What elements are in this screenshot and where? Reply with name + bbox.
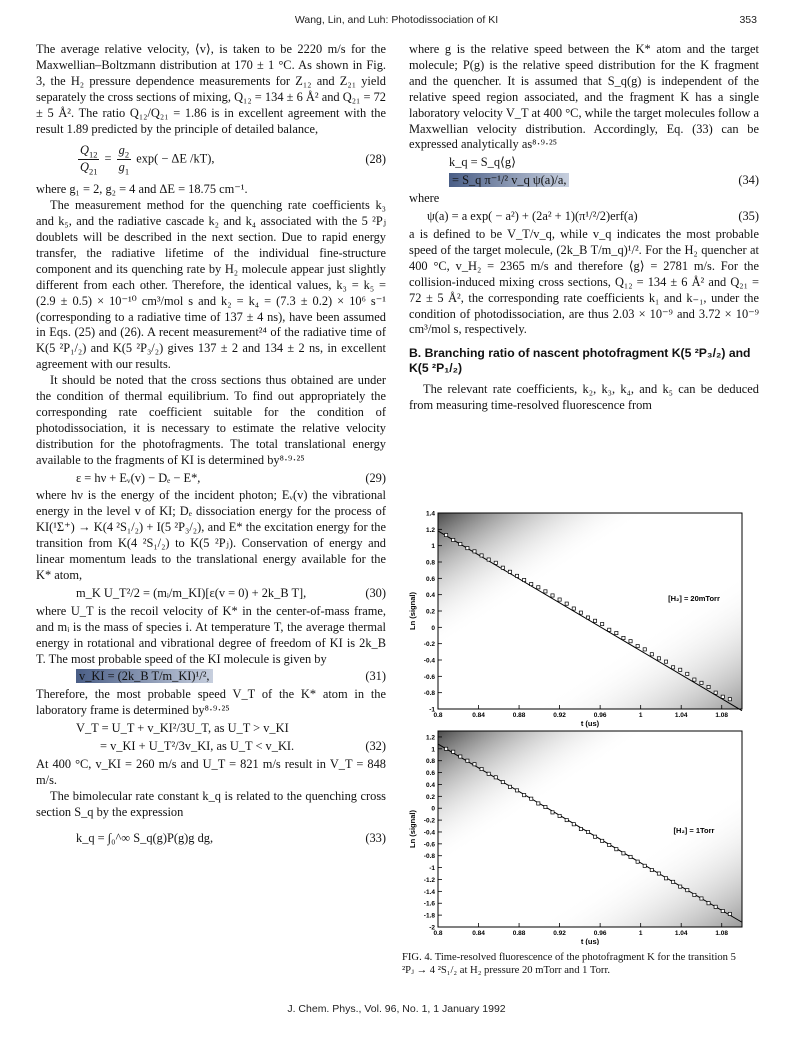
y-tick-label: 1.2 [425, 526, 435, 534]
x-tick-label: 1.08 [715, 930, 729, 937]
paragraph: where hν is the energy of the incident photon; Eᵥ(v) the vibrational energy in the level v of KI; Dₑ dissociation energy for the process of KI(¹Σ⁺) → K(4 ²S₁/₂) + I(5 ²P₃/₂), and E* the excitation energy for the transition from K(4 ²S₁/₂) to K(5 ²Pⱼ). Conservation of energy and linear momentum leads to the translational energy available for the K* atom, [36, 488, 386, 582]
equation-35 [409, 209, 759, 225]
y-tick-label: -0.4 [423, 657, 435, 665]
page-number: 353 [739, 14, 757, 26]
equation-29 [36, 471, 386, 487]
data-point [707, 902, 710, 905]
data-point [650, 868, 653, 871]
x-tick-label: 1 [638, 930, 643, 937]
equation-32a [36, 721, 386, 737]
data-point [721, 695, 724, 698]
paragraph: Therefore, the most probable speed V_T of the K* atom in the laboratory frame is determined by⁸·⁹·²⁵ [36, 687, 386, 718]
data-point [537, 586, 540, 589]
data-point [445, 533, 448, 536]
y-tick-label: 0.4 [425, 592, 435, 600]
data-point [565, 818, 568, 821]
x-tick-label: 1 [638, 712, 643, 719]
y-tick-label: 1.4 [425, 510, 435, 518]
data-point [565, 602, 568, 605]
data-point [530, 797, 533, 800]
equation-body: k_q = ∫₀^∞ S_q(g)P(g)g dg, [76, 830, 214, 845]
data-point [693, 893, 696, 896]
data-point [480, 554, 483, 557]
paragraph: The bimolecular rate constant k_q is related to the quenching cross section S_q by the expression [36, 788, 386, 819]
data-point [608, 628, 611, 631]
data-point [643, 864, 646, 867]
data-point [643, 648, 646, 651]
data-point [586, 830, 589, 833]
x-tick-label: 0.84 [472, 930, 485, 937]
y-tick-label: 1.2 [425, 734, 435, 742]
section-heading: B. Branching ratio of nascent photofragment K(5 ²P₃/₂) and K(5 ²P₁/₂) [409, 346, 751, 376]
data-point [601, 839, 604, 842]
equation-33 [36, 831, 386, 847]
y-tick-label: 1 [431, 746, 435, 754]
data-point [558, 814, 561, 817]
paragraph: The average relative velocity, ⟨v⟩, is taken to be 2220 m/s for the Maxwellian–Boltzmann distribution at 170 ± 1 °C. As shown in Fig. 3, the H₂ pressure dependence measurements for Z₁₂ and Z₂₁ yield separately the cross sections of mixing, Q₁₂ = 134 ± 6 Å² and Q₂₁ = 72 ± 5 Å². The ratio Q₁₂/Q₂₁ = 1.86 is in excellent agreement with the result 1.89 predicted by the principle of detailed balance, [36, 42, 386, 136]
y-tick-label: -2 [429, 924, 435, 932]
data-point [523, 794, 526, 797]
data-point [544, 590, 547, 593]
data-point [487, 772, 490, 775]
equation-body: = v_KI + U_T²/3v_KI, as U_T < v_KI. [100, 739, 295, 754]
data-point [459, 542, 462, 545]
equation-31 [36, 669, 386, 685]
data-point [707, 685, 710, 688]
y-tick-label: 0.6 [425, 770, 435, 778]
equation-34b [409, 173, 759, 189]
equation-number: (32) [365, 739, 386, 754]
data-point [473, 763, 476, 766]
paragraph: where g is the relative speed between the K* atom and the target molecule; P(g) is the relative speed distribution for the K fragment and the quencher. It is assumed that S_q(g) is independent of the relative speed region associated, and the fragment K has a single laboratory velocity V_T at 400 °C, while the target molecules follow a Maxwellian velocity distribution. Accordingly, Eq. (33) can be expressed analytically as⁸·⁹·²⁵ [409, 42, 759, 152]
data-point [579, 611, 582, 614]
running-title: Wang, Lin, and Luh: Photodissociation of KI [294, 14, 499, 26]
y-tick-label: -0.8 [423, 853, 435, 861]
data-point [537, 802, 540, 805]
data-point [671, 666, 674, 669]
y-tick-label: -1.4 [423, 888, 435, 896]
equation-body: v_KI = (2k_B T/m_KI)¹/², [76, 669, 213, 683]
equation-body: ε = hν + Eᵥ(v) − Dₑ − E*, [76, 470, 201, 485]
figure-plots [402, 505, 757, 945]
plot-background [438, 513, 742, 709]
data-point [593, 835, 596, 838]
y-tick-label: -0.2 [423, 641, 435, 649]
data-point [551, 811, 554, 814]
x-tick-label: 0.96 [593, 930, 607, 937]
data-point [579, 827, 582, 830]
data-point [636, 860, 639, 863]
data-point [452, 750, 455, 753]
paragraph: where U_T is the recoil velocity of K* in the center-of-mass frame, and mᵢ is the mass of species i. At temperature T, the average thermal energy in rotational and vibrational degree of freedom of KI is 2k_B T. The most probable speed of the KI molecule is given by [36, 603, 386, 666]
journal-footer: J. Chem. Phys., Vol. 96, No. 1, 1 January 1992 [287, 1003, 506, 1015]
paragraph: The measurement method for the quenching rate coefficients k₃ and k₅, and the radiative cascade k₂ and k₄ associated with the 5 ²Pⱼ doublets will be described in the next section. Due to rapid energy transfer, the radiative lifetime of the individual fine-structure component and its quenching rate by H₂ molecule appear just slightly different from each other. Therefore, the identical values, k₃ = k₅ = (2.9 ± 0.5) × 10⁻¹⁰ cm³/mol s and k₂ = k₄ = (7.3 ± 0.2) × 10⁶ s⁻¹ (corresponding to a radiative time of 137 ± 4 ns), have been assumed in Eqs. (25) and (26). A recent measurement²⁴ of the radiative time of K(5 ²P₁/₂) and K(5 ²P₃/₂) gives 137 ± 2 and 134 ± 2 ns, in excellent agreement with our results. [36, 198, 386, 372]
data-point [466, 547, 469, 550]
data-point [671, 880, 674, 883]
data-point [700, 681, 703, 684]
equation-body: k_q = S_q⟨g⟩ [449, 155, 516, 170]
equation-number: (33) [365, 830, 386, 845]
data-point [572, 607, 575, 610]
y-tick-label: 0.6 [425, 575, 435, 583]
left-column [36, 42, 386, 849]
data-point [530, 582, 533, 585]
equation-body: = S_q π⁻¹/² v_q ψ(a)/a, [449, 173, 569, 187]
data-point [523, 578, 526, 581]
y-tick-label: -1.2 [423, 876, 435, 884]
equation-number: (34) [738, 173, 759, 188]
x-tick-label: 0.92 [553, 930, 566, 937]
data-point [714, 905, 717, 908]
data-point [494, 776, 497, 779]
paragraph: a is defined to be V_T/v_q, while v_q indicates the most probable speed of the target molecule, (2k_B T/m_q)¹/². For the H₂ quencher at 400 °C, v_H₂ = 2365 m/s and therefore ⟨g⟩ = 2781 m/s. For the collision-induced mixing cross sections, Q₁₂ = 134 ± 6 Å² and Q₂₁ = 72 ± 5 Å², the corresponding rate coefficients k₁ and k₋₁, under the condition of photodissociation, are thus 2.03 × 10⁻⁹ and 3.72 × 10⁻⁹ cm³/mol s, respectively. [409, 226, 759, 337]
data-point [515, 574, 518, 577]
data-point [636, 645, 639, 648]
equation-28: $\frac{Q_{12}}{Q_{21}}$ = $\frac{g_2}{g_1}$ exp( − ΔE /kT), (28) [80, 143, 386, 177]
equation-body: m_K U_T²/2 = (mᵢ/m_KI)[ε(v = 0) + 2k_B T], [76, 585, 307, 600]
y-tick-label: -0.2 [423, 817, 435, 825]
data-point [544, 805, 547, 808]
x-tick-label: 0.88 [512, 712, 526, 719]
y-axis-label: Ln (signal) [408, 810, 417, 848]
data-point [452, 538, 455, 541]
x-axis-label: t (us) [580, 719, 600, 728]
paragraph: It should be noted that the cross sections thus obtained are under the condition of thermal equilibrium. To find out appropriately the corresponding rate coefficient suitable for the condition of photodissociation, it is necessary to estimate the relative velocity distribution for the photofragments. The total translational energy available to the fragments of KI is determined by⁸·⁹·²⁵ [36, 373, 386, 467]
x-tick-label: 0.8 [433, 712, 443, 719]
data-point [629, 640, 632, 643]
equation-number: (28) [365, 151, 386, 166]
data-point [608, 843, 611, 846]
data-point [593, 619, 596, 622]
data-point [508, 785, 511, 788]
data-point [501, 566, 504, 569]
data-point [515, 789, 518, 792]
data-point [622, 852, 625, 855]
data-point [657, 657, 660, 660]
pressure-annotation: [H₂] = 1Torr [673, 826, 715, 835]
data-point [664, 660, 667, 663]
y-axis-label: Ln (signal) [408, 592, 417, 630]
x-tick-label: 0.92 [553, 712, 566, 719]
plot-panel [408, 731, 742, 945]
data-point [494, 561, 497, 564]
data-point [508, 570, 511, 573]
y-tick-label: 0.8 [425, 559, 435, 567]
data-point [615, 631, 618, 634]
equation-number: (31) [365, 669, 386, 684]
y-tick-label: 0 [431, 805, 435, 813]
data-point [721, 909, 724, 912]
data-point [622, 636, 625, 639]
data-point [686, 672, 689, 675]
data-point [693, 678, 696, 681]
x-tick-label: 0.88 [512, 930, 526, 937]
data-point [558, 598, 561, 601]
y-tick-label: 0.2 [425, 793, 435, 801]
y-tick-label: 0.4 [425, 781, 435, 789]
data-point [714, 691, 717, 694]
x-tick-label: 0.8 [433, 930, 443, 937]
y-tick-label: -0.6 [423, 673, 435, 681]
equation-number: (35) [738, 209, 759, 224]
y-tick-label: -1 [429, 865, 435, 873]
data-point [657, 872, 660, 875]
plot-panel [408, 511, 742, 729]
figure-caption: FIG. 4. Time-resolved fluorescence of the photofragment K for the transition 5 ²Pⱼ → 4 ²S₁/₂ at H₂ pressure 20 mTorr and 1 Torr. [402, 952, 736, 976]
pressure-annotation: [H₂] = 20mTorr [668, 594, 720, 603]
data-point [664, 877, 667, 880]
figure-4 [402, 505, 757, 977]
paragraph: where [409, 191, 440, 206]
data-point [700, 897, 703, 900]
x-tick-label: 0.96 [593, 712, 607, 719]
y-tick-label: -1.8 [423, 912, 435, 920]
x-tick-label: 1.04 [674, 930, 688, 937]
equation-28-tail: exp( − ΔE /kT), [136, 151, 215, 166]
data-point [650, 653, 653, 656]
y-tick-label: -1.6 [423, 900, 435, 908]
data-point [679, 885, 682, 888]
right-column [409, 42, 759, 414]
equation-34a [409, 155, 759, 171]
equation-body: V_T = U_T + v_KI²/3U_T, as U_T > v_KI [76, 721, 289, 736]
data-point [728, 912, 731, 915]
data-point [728, 698, 731, 701]
data-point [679, 668, 682, 671]
y-tick-label: 0.8 [425, 758, 435, 766]
paragraph: At 400 °C, v_KI = 260 m/s and U_T = 821 m/s result in V_T = 848 m/s. [36, 756, 386, 787]
equation-32b [36, 739, 386, 755]
data-point [572, 823, 575, 826]
data-point [615, 848, 618, 851]
y-tick-label: 0.2 [425, 608, 435, 616]
equation-body: ψ(a) = a exp( − a²) + (2a² + 1)(π¹/²/2)erf(a) [427, 209, 638, 224]
paragraph: The relevant rate coefficients, k₂, k₃, k₄, and k₅ can be deduced from measuring time-resolved fluorescence from [409, 382, 759, 413]
x-axis-label: t (us) [580, 937, 600, 945]
data-point [501, 780, 504, 783]
data-point [686, 889, 689, 892]
data-point [459, 755, 462, 758]
data-point [601, 622, 604, 625]
data-point [487, 558, 490, 561]
y-tick-label: -0.4 [423, 829, 435, 837]
data-point [551, 594, 554, 597]
y-tick-label: 0 [431, 624, 435, 632]
x-tick-label: 1.08 [715, 712, 729, 719]
equation-number: (30) [365, 585, 386, 600]
data-point [629, 855, 632, 858]
y-tick-label: 1 [431, 543, 435, 551]
data-point [466, 759, 469, 762]
data-point [480, 767, 483, 770]
y-tick-label: -0.6 [423, 841, 435, 849]
data-point [473, 550, 476, 553]
y-tick-label: -1 [429, 706, 435, 714]
equation-number: (29) [365, 470, 386, 485]
data-point [586, 616, 589, 619]
y-tick-label: -0.8 [423, 690, 435, 698]
equation-30 [36, 586, 386, 602]
x-tick-label: 0.84 [472, 712, 485, 719]
paragraph: where g₁ = 2, g₂ = 4 and ΔE = 18.75 cm⁻¹. [36, 182, 248, 197]
data-point [445, 747, 448, 750]
x-tick-label: 1.04 [674, 712, 688, 719]
